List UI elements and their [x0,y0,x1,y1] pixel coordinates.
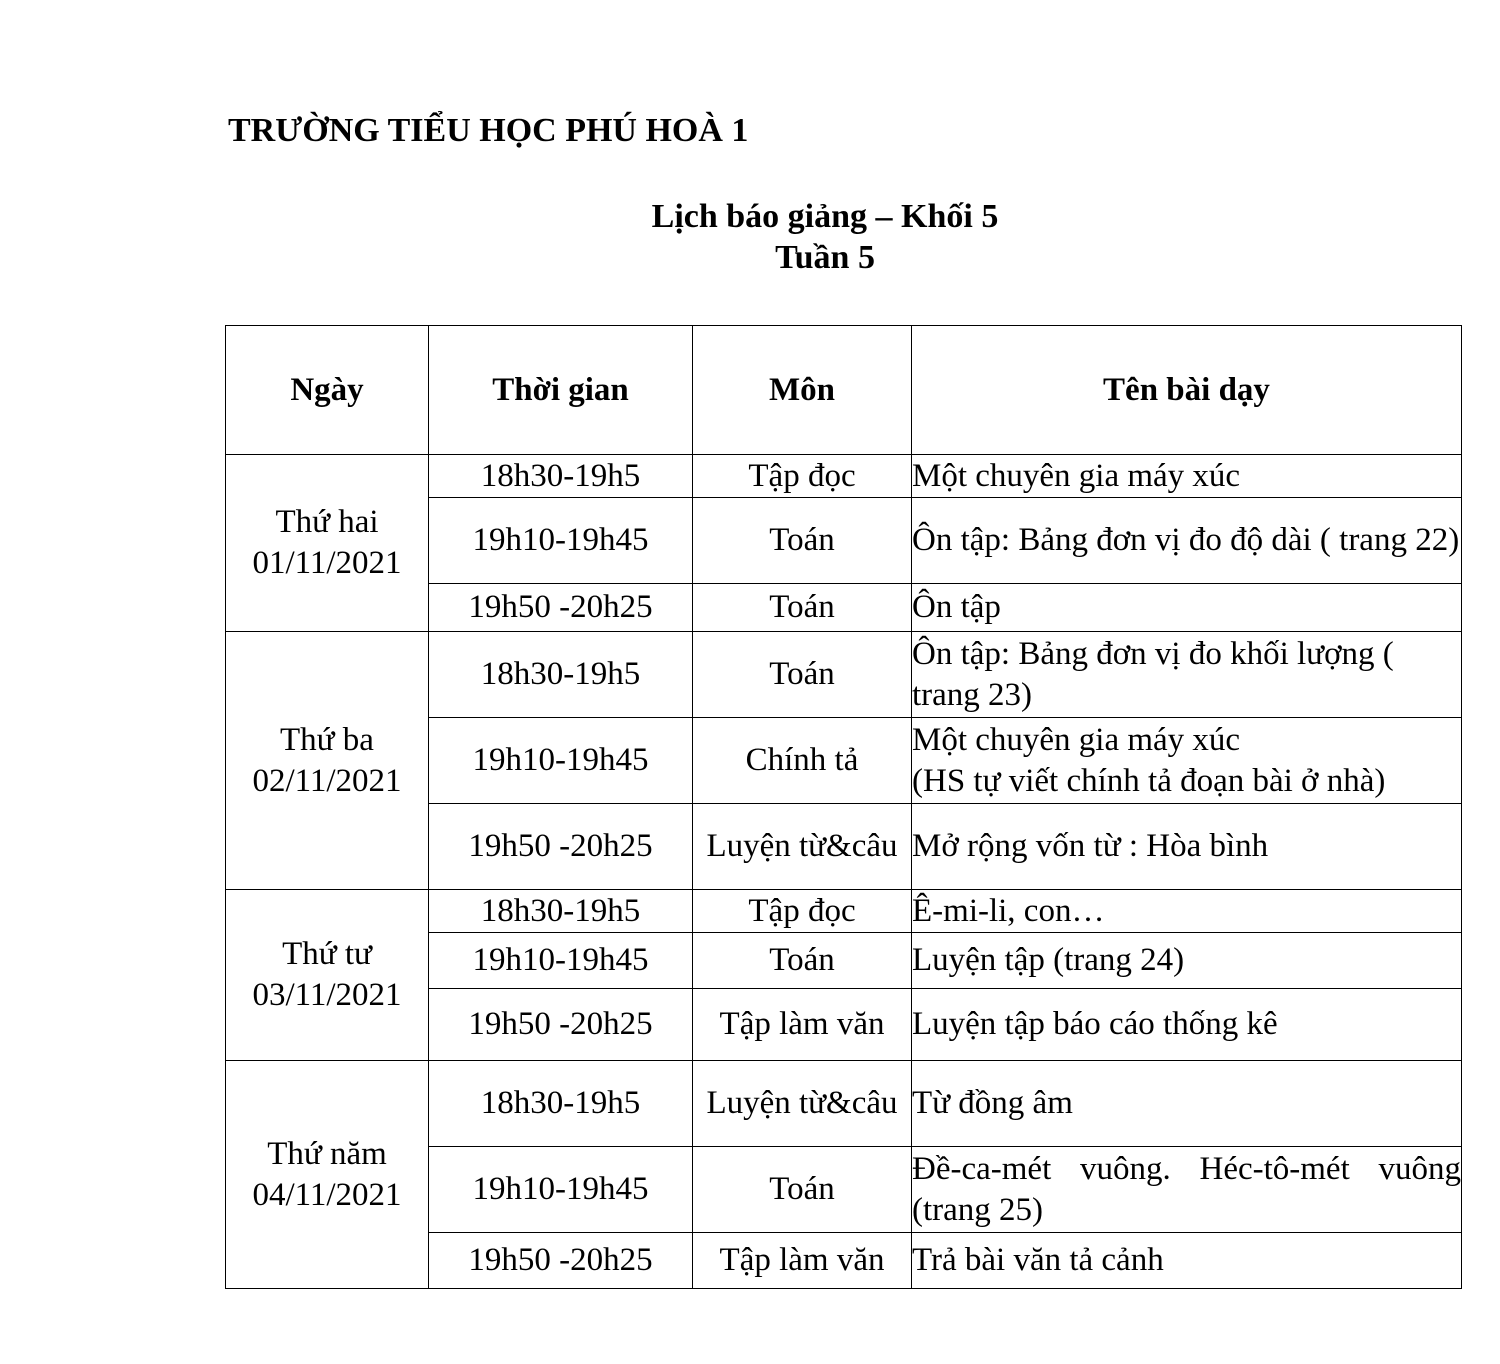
table-row [226,890,1462,933]
day-cell [226,1061,429,1289]
subject-cell: Toán [693,933,912,989]
column-header-subject: Môn [693,326,912,455]
day-date: 02/11/2021 [252,762,402,799]
time-cell: 19h50 -20h25 [429,584,693,632]
time-cell: 18h30-19h5 [429,455,693,498]
day-name: Thứ năm [267,1135,387,1172]
lesson-cell: Ê-mi-li, con… [912,890,1462,933]
subject-cell: Tập làm văn [693,1233,912,1289]
subject-cell: Luyện từ&câu [693,804,912,890]
time-cell: 19h50 -20h25 [429,804,693,890]
lesson-cell: Luyện tập (trang 24) [912,933,1462,989]
subject-cell: Chính tả [693,718,912,804]
lesson-cell: Từ đồng âm [912,1061,1462,1147]
lesson-cell: Ôn tập [912,584,1462,632]
time-cell: 19h10-19h45 [429,933,693,989]
column-header-time: Thời gian [429,326,693,455]
day-name: Thứ tư [282,936,372,972]
day-cell [226,890,429,1061]
day-date: 01/11/2021 [252,545,402,581]
subject-cell: Tập đọc [693,890,912,933]
day-date: 03/11/2021 [252,977,402,1013]
table-row [226,1061,1462,1147]
day-name: Thứ ba [280,721,374,758]
time-cell: 19h50 -20h25 [429,1233,693,1289]
day-name: Thứ hai [275,504,379,540]
lesson-cell: Một chuyên gia máy xúc [912,455,1462,498]
subject-cell: Toán [693,1147,912,1233]
page-title: Lịch báo giảng – Khối 5 [651,198,999,235]
lesson-cell: Luyện tập báo cáo thống kê [912,989,1462,1061]
title-block [520,196,1130,278]
day-date: 04/11/2021 [252,1176,402,1213]
time-cell: 18h30-19h5 [429,632,693,718]
lesson-cell: Ôn tập: Bảng đơn vị đo khối lượng ( trang 23) [912,632,1462,718]
table-row [226,455,1462,498]
subject-cell: Tập đọc [693,455,912,498]
lesson-cell: Ôn tập: Bảng đơn vị đo độ dài ( trang 22) [912,498,1462,584]
table-header-row [226,326,1462,455]
subject-cell: Tập làm văn [693,989,912,1061]
column-header-day: Ngày [226,326,429,455]
subject-cell: Luyện từ&câu [693,1061,912,1147]
schedule-table [225,325,1462,1289]
school-name: TRƯỜNG TIỂU HỌC PHÚ HOÀ 1 [228,112,749,149]
lesson-cell: Trả bài văn tả cảnh [912,1233,1462,1289]
time-cell: 19h10-19h45 [429,498,693,584]
table-row [226,632,1462,718]
lesson-title: Một chuyên gia máy xúc [912,721,1241,758]
page-subtitle: Tuần 5 [775,239,875,276]
lesson-cell: Đề-ca-mét vuông. Héc-tô-mét vuông (trang 25) [912,1147,1462,1233]
time-cell: 18h30-19h5 [429,890,693,933]
time-cell: 18h30-19h5 [429,1061,693,1147]
subject-cell: Toán [693,584,912,632]
subject-cell: Toán [693,632,912,718]
lesson-note: (HS tự viết chính tả đoạn bài ở nhà) [912,762,1386,799]
day-cell [226,455,429,632]
subject-cell: Toán [693,498,912,584]
time-cell: 19h10-19h45 [429,1147,693,1233]
lesson-cell [912,718,1462,804]
column-header-lesson: Tên bài dạy [912,326,1462,455]
day-cell [226,632,429,890]
time-cell: 19h10-19h45 [429,718,693,804]
lesson-cell: Mở rộng vốn từ : Hòa bình [912,804,1462,890]
time-cell: 19h50 -20h25 [429,989,693,1061]
